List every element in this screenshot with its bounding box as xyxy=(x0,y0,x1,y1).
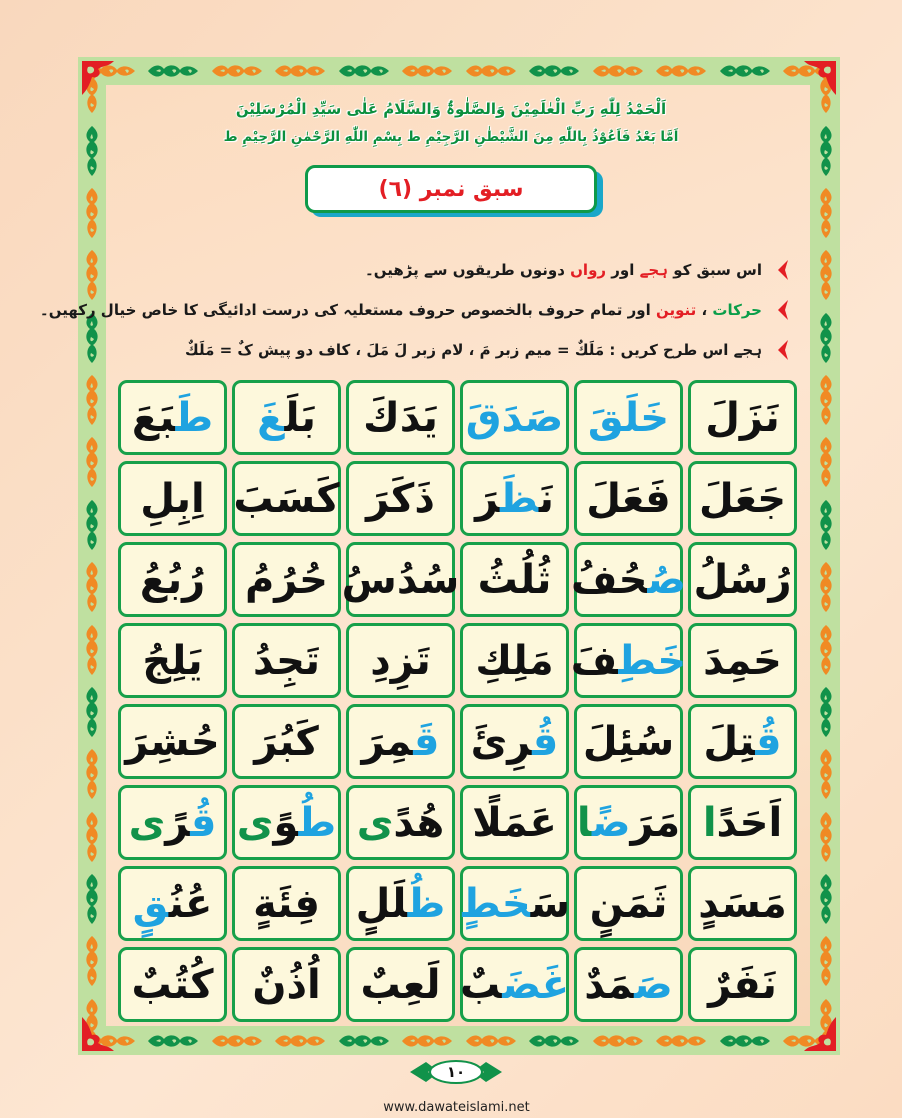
word-segment: بَعَ xyxy=(131,394,176,441)
floral-ornament-icon xyxy=(817,373,835,427)
border-left xyxy=(78,57,106,1055)
word-segment: خَطِ xyxy=(618,637,687,684)
word-cell xyxy=(688,866,797,941)
instruction-text xyxy=(365,261,762,279)
word-cell xyxy=(118,866,227,941)
word-segment: نَ xyxy=(538,475,554,522)
floral-ornament-icon xyxy=(146,62,200,80)
word-segment: كَسَبَ xyxy=(233,475,340,522)
word-segment: فِئَةٍ xyxy=(253,880,320,927)
word-cell xyxy=(232,785,341,860)
floral-ornament-icon xyxy=(83,747,101,801)
floral-ornament-icon xyxy=(400,62,454,80)
word-segment: نَزَلَ xyxy=(705,394,780,441)
word-segment: تِلَ xyxy=(703,718,756,765)
instruction-segment: ہجے اس طرح کریں : مَلَكٌ = میم زبر مَ ، لام زبر لَ مَلَ ، کاف دو پیش کٌ = مَلَكٌ xyxy=(185,341,762,359)
word-cell xyxy=(460,704,569,779)
arabic-word xyxy=(702,799,783,846)
arabic-word xyxy=(703,637,782,684)
arabic-word xyxy=(131,961,214,1008)
floral-ornament-icon xyxy=(527,62,581,80)
word-segment: وً xyxy=(273,799,299,846)
word-cell xyxy=(346,623,455,698)
arabic-word xyxy=(458,880,570,927)
instruction-text xyxy=(185,341,762,359)
word-segment: حُفُ xyxy=(570,556,648,603)
word-cell xyxy=(574,785,683,860)
arabic-word xyxy=(341,556,460,603)
word-cell xyxy=(688,785,797,860)
word-segment: مَرَ xyxy=(630,799,681,846)
floral-ornament-icon xyxy=(654,62,708,80)
arabic-word xyxy=(363,394,438,441)
word-cell xyxy=(688,380,797,455)
word-cell xyxy=(232,461,341,536)
floral-ornament-icon xyxy=(83,186,101,240)
word-segment: خَلَقَ xyxy=(587,394,670,441)
floral-ornament-icon xyxy=(83,810,101,864)
arabic-word xyxy=(477,556,552,603)
arabic-word xyxy=(356,799,445,846)
word-segment: مَسَدٍ xyxy=(698,880,787,927)
word-segment: بٌ xyxy=(459,961,503,1008)
instruction-segment: حرکات xyxy=(712,301,762,319)
word-segment: سُئِلَ xyxy=(582,718,675,765)
floral-ornament-icon xyxy=(817,872,835,926)
floral-ornament-icon xyxy=(718,1032,772,1050)
floral-ornament-icon xyxy=(83,623,101,677)
floral-ornament-icon xyxy=(210,1032,264,1050)
word-segment: طَ xyxy=(175,394,214,441)
floral-ornament-icon xyxy=(83,685,101,739)
instruction-segment: تنوین xyxy=(655,301,697,319)
arabic-word xyxy=(142,637,203,684)
word-cell xyxy=(688,461,797,536)
word-segment: بَلَ xyxy=(284,394,316,441)
bullet-arrow-icon xyxy=(776,259,790,281)
arabic-word xyxy=(366,475,435,522)
arabic-word xyxy=(576,799,681,846)
arabic-word xyxy=(459,961,570,1008)
arabic-word xyxy=(253,880,320,927)
instruction-segment: اس سبق کو xyxy=(667,261,762,279)
word-cell xyxy=(346,704,455,779)
arabic-word xyxy=(254,718,319,765)
border-right xyxy=(812,57,840,1055)
word-segment: عَمَلً xyxy=(472,799,557,846)
word-cell xyxy=(232,704,341,779)
instruction-segment: ہجے xyxy=(639,261,668,279)
border-top xyxy=(78,57,840,85)
arabic-word xyxy=(570,637,687,684)
word-segment: رِئَ xyxy=(470,718,533,765)
word-segment: كُتُبٌ xyxy=(131,961,214,1008)
word-segment: رَ xyxy=(475,475,500,522)
word-cell xyxy=(460,947,569,1022)
word-cell xyxy=(574,380,683,455)
instruction-segment: رواں xyxy=(570,261,607,279)
arabic-word xyxy=(705,394,780,441)
floral-ornament-icon xyxy=(591,1032,645,1050)
arabic-word xyxy=(587,394,670,441)
word-cell xyxy=(118,380,227,455)
floral-ornament-icon xyxy=(210,62,264,80)
floral-ornament-icon xyxy=(83,498,101,552)
word-cell xyxy=(232,542,341,617)
word-cell xyxy=(346,785,455,860)
floral-ornament-icon xyxy=(817,685,835,739)
word-segment: لَعِبٌ xyxy=(360,961,441,1008)
floral-ornament-icon xyxy=(817,810,835,864)
word-cell xyxy=(346,947,455,1022)
header-taawwuz-line: اَمَّا بَعْدُ فَاَعُوْذُ بِاللّٰهِ مِنَ الشَّیْطٰنِ الرَّجِیْمِ ط بِسْمِ اللّٰهِ الرَّحْمٰنِ الرَّحِیْمِ ط xyxy=(223,129,679,145)
instruction-text xyxy=(40,301,762,319)
word-segment: مَلِكِ xyxy=(475,637,554,684)
word-segment: ضً xyxy=(591,799,631,846)
word-segment: اَحَدً xyxy=(716,799,783,846)
word-segment: طُ xyxy=(298,799,337,846)
floral-ornament-icon xyxy=(817,186,835,240)
instruction-item xyxy=(150,330,790,370)
arabic-word xyxy=(253,637,320,684)
word-segment: ى xyxy=(128,799,166,846)
word-cell xyxy=(118,542,227,617)
word-segment: نَفَرٌ xyxy=(708,961,777,1008)
word-cell xyxy=(688,623,797,698)
floral-ornament-icon xyxy=(83,373,101,427)
word-cell xyxy=(460,542,569,617)
word-cell xyxy=(460,380,569,455)
instructions-list xyxy=(39,250,790,370)
word-cell xyxy=(232,866,341,941)
arabic-word xyxy=(472,799,557,846)
floral-ornament-icon xyxy=(591,62,645,80)
arabic-word xyxy=(244,556,329,603)
word-cell xyxy=(688,542,797,617)
word-cell xyxy=(118,704,227,779)
word-cell xyxy=(118,947,227,1022)
word-segment: سُدُسُ xyxy=(341,556,460,603)
word-cell xyxy=(232,947,341,1022)
instruction-segment: ، xyxy=(696,301,713,319)
lesson-title: سبق نمبر (٦) xyxy=(378,176,524,202)
floral-ornament-icon xyxy=(817,435,835,489)
arabic-word xyxy=(370,637,431,684)
arabic-word xyxy=(132,880,213,927)
floral-ornament-icon xyxy=(817,747,835,801)
instruction-item xyxy=(150,250,790,290)
floral-ornament-icon xyxy=(337,62,391,80)
word-segment: مَدٌ xyxy=(584,961,635,1008)
instruction-segment: اور xyxy=(606,261,640,279)
floral-ornament-icon xyxy=(817,560,835,614)
arabic-word xyxy=(361,718,440,765)
floral-ornament-icon xyxy=(654,1032,708,1050)
floral-ornament-icon xyxy=(817,248,835,302)
lesson-title-box xyxy=(305,165,603,217)
word-cell xyxy=(460,461,569,536)
instruction-segment: دونوں طریقوں سے پڑھیں۔ xyxy=(364,261,571,279)
word-segment: مِرَ xyxy=(361,718,414,765)
word-segment: ى xyxy=(236,799,274,846)
word-segment: قَ xyxy=(413,718,440,765)
word-segment: تَجِدُ xyxy=(253,637,320,684)
word-segment: رُسُلُ xyxy=(693,556,792,603)
instruction-segment: اور تمام حروف بالخصوص حروف مستعلیہ کی درست ادائیگی کا خاص خیال رکھیں۔ xyxy=(39,301,656,319)
arabic-word xyxy=(470,718,559,765)
word-segment: رً xyxy=(165,799,191,846)
arabic-word xyxy=(233,475,340,522)
word-segment: ثَمَنٍ xyxy=(589,880,668,927)
arabic-word xyxy=(693,556,792,603)
word-segment: فَعَلَ xyxy=(586,475,671,522)
floral-ornament-icon xyxy=(400,1032,454,1050)
word-segment: فَ xyxy=(570,637,619,684)
border-bottom xyxy=(78,1027,840,1055)
bullet-arrow-icon xyxy=(776,339,790,361)
word-grid xyxy=(117,380,797,1022)
word-cell xyxy=(118,461,227,536)
word-cell xyxy=(118,785,227,860)
arabic-word xyxy=(236,799,337,846)
word-segment: هُدً xyxy=(393,799,445,846)
title-box-frame xyxy=(305,165,597,213)
arabic-word xyxy=(125,718,220,765)
word-segment: سَ xyxy=(530,880,570,927)
arabic-word xyxy=(128,799,217,846)
word-segment: رُبُعُ xyxy=(139,556,206,603)
word-cell xyxy=(574,947,683,1022)
arabic-word xyxy=(355,880,446,927)
word-cell xyxy=(232,623,341,698)
word-segment: غَ xyxy=(257,394,285,441)
word-segment: قُ xyxy=(755,718,782,765)
word-cell xyxy=(688,947,797,1022)
word-cell xyxy=(688,704,797,779)
arabic-word xyxy=(570,556,687,603)
word-segment: عُنُ xyxy=(168,880,213,927)
word-segment: يَدَكَ xyxy=(363,394,438,441)
floral-ornament-icon xyxy=(83,934,101,988)
word-segment: غَضَ xyxy=(502,961,570,1008)
word-cell xyxy=(232,380,341,455)
word-segment: ثُلُثُ xyxy=(477,556,552,603)
bullet-arrow-icon xyxy=(776,299,790,321)
floral-ornament-icon xyxy=(83,560,101,614)
word-cell xyxy=(460,866,569,941)
word-segment: اُذُنٌ xyxy=(252,961,321,1008)
floral-ornament-icon xyxy=(146,1032,200,1050)
word-segment: لَلٍ xyxy=(355,880,408,927)
arabic-word xyxy=(257,394,316,441)
floral-ornament-icon xyxy=(817,934,835,988)
word-cell xyxy=(570,542,687,617)
word-segment: كَبُرَ xyxy=(254,718,319,765)
word-cell xyxy=(346,866,455,941)
word-segment: جَعَلَ xyxy=(698,475,787,522)
word-segment: اِبِلِ xyxy=(140,475,205,522)
arabic-word xyxy=(586,475,671,522)
website-url: www.dawateislami.net xyxy=(383,1100,530,1115)
word-segment: حُرُمُ xyxy=(244,556,329,603)
word-segment: ا xyxy=(702,799,717,846)
word-segment: حُشِرَ xyxy=(125,718,220,765)
word-cell xyxy=(574,704,683,779)
arabic-word xyxy=(252,961,321,1008)
page-number-badge xyxy=(408,1058,504,1086)
word-cell xyxy=(460,623,569,698)
word-segment: يَلِجُ xyxy=(142,637,203,684)
arabic-word xyxy=(360,961,441,1008)
word-segment: قُ xyxy=(532,718,559,765)
arabic-word xyxy=(475,637,554,684)
floral-ornament-icon xyxy=(83,248,101,302)
word-segment: قُ xyxy=(190,799,217,846)
word-segment: ظُ xyxy=(407,880,446,927)
floral-ornament-icon xyxy=(817,623,835,677)
floral-ornament-icon xyxy=(817,311,835,365)
arabic-word xyxy=(589,880,668,927)
word-segment: ى xyxy=(356,799,394,846)
header-praise-line: اَلْحَمْدُ لِلّٰهِ رَبِّ الْعٰلَمِیْنَ وَالصَّلٰوۃُ وَالسَّلَامُ عَلٰی سَیِّدِ الْمُرْسَلِیْنَ xyxy=(235,100,667,118)
word-segment: تَزِدِ xyxy=(370,637,431,684)
word-segment: ذَكَرَ xyxy=(366,475,435,522)
word-segment: ا xyxy=(576,799,592,846)
word-cell xyxy=(118,623,227,698)
word-cell xyxy=(570,623,687,698)
floral-ornament-icon xyxy=(83,872,101,926)
floral-ornament-icon xyxy=(464,1032,518,1050)
arabic-word xyxy=(582,718,675,765)
arabic-word xyxy=(140,475,205,522)
arabic-word xyxy=(131,394,214,441)
floral-ornament-icon xyxy=(718,62,772,80)
word-cell xyxy=(574,866,683,941)
word-segment: خَطٍ xyxy=(458,880,531,927)
floral-ornament-icon xyxy=(337,1032,391,1050)
floral-ornament-icon xyxy=(273,1032,327,1050)
word-segment: حَمِدَ xyxy=(703,637,782,684)
arabic-word xyxy=(139,556,206,603)
floral-ornament-icon xyxy=(83,435,101,489)
word-segment: قٍ xyxy=(132,880,169,927)
word-segment: صَدَقَ xyxy=(465,394,564,441)
word-cell xyxy=(346,380,455,455)
arabic-word xyxy=(708,961,777,1008)
arabic-word xyxy=(698,475,787,522)
floral-ornament-icon xyxy=(464,62,518,80)
arabic-word xyxy=(703,718,782,765)
word-segment: صُ xyxy=(647,556,687,603)
word-cell xyxy=(341,542,460,617)
word-cell xyxy=(346,461,455,536)
instruction-item xyxy=(39,290,790,330)
arabic-word xyxy=(698,880,787,927)
word-segment: صَ xyxy=(634,961,673,1008)
arabic-word xyxy=(584,961,673,1008)
page-number: ١٠ xyxy=(446,1063,466,1081)
floral-ornament-icon xyxy=(817,498,835,552)
word-segment: ظَ xyxy=(499,475,539,522)
floral-ornament-icon xyxy=(273,62,327,80)
arabic-word xyxy=(465,394,564,441)
word-cell xyxy=(460,785,569,860)
arabic-word xyxy=(475,475,554,522)
floral-ornament-icon xyxy=(527,1032,581,1050)
word-cell xyxy=(574,461,683,536)
